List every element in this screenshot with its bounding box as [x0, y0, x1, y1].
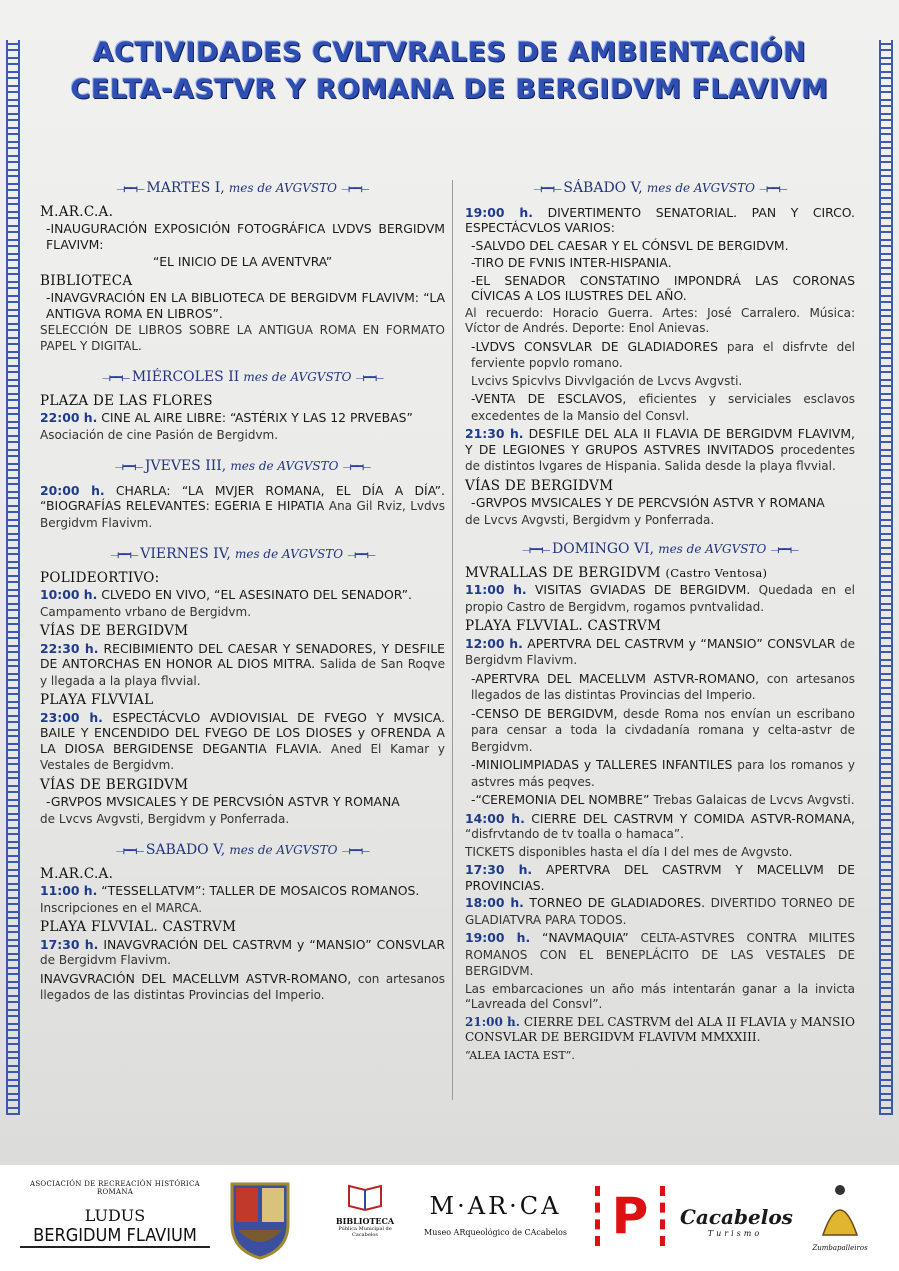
time: 12:00 h.: [465, 635, 523, 651]
place-title: M.AR.C.A.: [40, 865, 114, 882]
activity-note: Al recuerdo: Horacio Guerra. Artes: José Carralero. Música: Víctor de Andrés. Deporte: Enol Anievas.: [465, 305, 855, 335]
activity: [40, 883, 445, 899]
greek-key-border-right: [879, 40, 893, 1115]
ornament-icon: ⟞━━⟝: [114, 460, 145, 473]
ludus-logo-subname: BERGIDUM FLAVIUM: [20, 1225, 210, 1248]
activity-note: procedentes de distintos lvgares de Hispania. Salida desde la playa flvvial.: [465, 442, 855, 473]
poster-title-line-1: ACTIVIDADES CVLTVRALES DE AMBIENTACIÓN: [92, 37, 807, 68]
day-month: mes de AVGVSTO: [243, 370, 352, 384]
activity-title: APERTVRA DEL CASTRVM y “MANSIO” CONSVLAR: [527, 635, 836, 651]
right-column: [465, 175, 855, 1067]
activity: -SALVDO DEL CAESAR Y EL CÓNSVL DE BERGIDVM.: [471, 237, 789, 253]
activity: -EL SENADOR CONSTATINO IMPONDRÁ LAS CORONAS CÍVICAS A LOS ILUSTRES DEL AÑO.: [471, 272, 855, 303]
zumbapalleiros-logo: [805, 1180, 875, 1252]
activity-note: de Bergidvm Flavivm.: [465, 636, 855, 667]
section-sabado-right: [465, 205, 855, 529]
place-sub: (Castro Ventosa): [665, 565, 768, 580]
section-marca: [40, 205, 445, 355]
activity-title: CHARLA: “LA MVJER ROMANA, EL DÍA A DÍA”. “BIOGRAFÍAS RELEVANTES: EGERIA E HIPATIA: [40, 482, 445, 513]
ornament-icon: ⟞━━⟝: [759, 182, 787, 195]
place-title: VÍAS DE BERGIDVM: [465, 477, 614, 494]
activity-title: APERTVRA DEL CASTRVM Y MACELLVM DE PROVINCIAS.: [465, 862, 855, 893]
marca-logo-sub: Museo ARqueológico de CAcabelos: [424, 1228, 567, 1237]
activity: [40, 641, 445, 690]
activity: [465, 706, 855, 756]
day-month: mes de AVGVSTO: [228, 181, 337, 195]
time: 19:00 h.: [465, 204, 533, 220]
day-name: SABADO V,: [145, 842, 226, 858]
time: 10:00 h.: [40, 587, 98, 602]
activity-title: -APERTVRA DEL MACELLVM ASTVR-ROMANO,: [471, 670, 760, 686]
activity-title: DIVERTIMENTO SENATORIAL. PAN Y CIRCO. ESPECTÁCVLOS VARIOS:: [465, 204, 855, 235]
day-name: JVEVES III,: [144, 458, 227, 474]
cacabelos-logo-name: Cacabelos: [680, 1205, 793, 1229]
activity-note: de Lvcvs Avgvsti, Bergidvm y Ponferrada.: [465, 512, 715, 527]
day-month: mes de AVGVSTO: [234, 547, 344, 561]
greek-key-border-left: [6, 40, 20, 1115]
activity-note: “disfrvtando de tv toalla o hamaca”.: [465, 827, 684, 841]
day-header-sabado: [40, 843, 445, 859]
activity-note: para los romanos y astvres más peqves.: [471, 758, 855, 789]
time: 23:00 h.: [40, 709, 103, 725]
shield-icon: [228, 1180, 292, 1260]
place-name: MVRALLAS DE BERGIDVM: [465, 564, 661, 581]
activity-note: desde Roma nos envían un escribano para censar a toda la civdadanía romana y celta-astvr de Bergidvm.: [471, 706, 855, 754]
activity: -INAVGVRACIÓN EN LA BIBLIOTECA DE BERGIDVM FLAVIVM: “LA ANTIGVA ROMA EN LIBROS”.: [46, 290, 445, 321]
activity: [40, 483, 445, 532]
marca-logo: [418, 1180, 573, 1237]
time: 17:30 h.: [465, 862, 533, 877]
activity-note: con artesanos llegados de las distintas Provincias del Imperio.: [40, 971, 445, 1002]
activity-note: Salida de San Roqve y llegada a la playa flvvial.: [40, 657, 445, 688]
place-title: BIBLIOTECA: [40, 272, 133, 289]
cacabelos-logo-sub: Turismo: [707, 1229, 763, 1238]
marca-logo-name: M·AR·CA: [429, 1192, 562, 1220]
day-header-jueves: [40, 459, 445, 475]
activity: [40, 410, 445, 426]
section-miercoles: [40, 394, 445, 444]
activity: [465, 391, 855, 424]
activity: [465, 757, 855, 790]
section-sabado-left: [40, 867, 445, 1004]
activity-note: CELTA-ASTVRES CONTRA MILITES ROMANOS CON EL BENEPLÁCITO DE LAS VESTALES DE BERGIDVM.: [465, 931, 855, 978]
activity-title: TORNEO DE GLADIADORES.: [529, 895, 706, 910]
activity-note: de Lvcvs Avgvsti, Bergidvm y Ponferrada.: [40, 811, 290, 826]
ornament-icon: ⟞━━⟝: [522, 543, 553, 556]
activity: [465, 339, 855, 372]
activity: [465, 811, 855, 843]
day-month: mes de AVGVSTO: [658, 542, 767, 556]
activity: [465, 636, 855, 669]
biblioteca-logo-sub: Pública Municipal de Cacabelos: [338, 1226, 392, 1238]
time: 22:00 h.: [40, 410, 98, 425]
activity: [465, 426, 855, 475]
activity-note: Lvcivs Spicvlvs Divvlgación de Lvcvs Avgvsti.: [471, 373, 743, 388]
time: 14:00 h.: [465, 810, 525, 826]
time: 22:30 h.: [40, 640, 99, 656]
sponsor-footer: [0, 1165, 899, 1271]
ornament-icon: ⟞━━⟝: [115, 844, 146, 857]
ornament-icon: ⟞━━⟝: [347, 548, 375, 561]
activity-note: Aned El Kamar y Vestales de Bergidvm.: [40, 741, 445, 772]
activity-title: DESFILE DEL ALA II FLAVIA DE BERGIDVM FLAVIVM, Y DE LEGIONES Y GRUPOS ASTVRES INVITADOS: [465, 426, 855, 457]
left-column: [40, 175, 445, 1008]
zumbapalleiros-logo-name: Zumbapalleiros: [812, 1244, 868, 1252]
activity-note: Las embarcaciones un año más intentarán ganar a la invicta “Lavreada del Consvl”.: [465, 981, 855, 1011]
time: 20:00 h.: [40, 482, 105, 498]
activity-title: “NAVMAQUIA”: [542, 930, 629, 945]
activity-title: -CENSO DE BERGIDVM,: [471, 705, 618, 721]
time: 11:00 h.: [40, 883, 98, 898]
place-title: VÍAS DE BERGIDVM: [40, 776, 189, 793]
activity-note: Trebas Galaicas de Lvcvs Avgvsti.: [653, 793, 855, 807]
activity-title: RECIBIMIENTO DEL CAESAR Y SENADORES, Y DESFILE DE ANTORCHAS EN HONOR AL DIOS MITRA.: [40, 640, 445, 671]
time: 21:00 h.: [465, 1014, 520, 1029]
dancer-icon: [815, 1180, 865, 1240]
ornament-icon: ⟞━━⟝: [116, 182, 147, 195]
ornament-icon: ⟞━━⟝: [110, 548, 141, 561]
activity-note: para el disfrvte del ferviente popvlo romano.: [471, 339, 855, 370]
activity-title: CIERRE DEL CASTRVM del ALA II FLAVIA y MANSIO CONSVLAR DE BERGIDVM FLAVIVM MMXXIII.: [465, 1014, 855, 1044]
section-jueves: [40, 483, 445, 532]
ornament-icon: ⟞━━⟝: [101, 371, 132, 384]
ludus-logo-tagline: ASOCIACIÓN DE RECREACIÓN HISTÓRICA ROMANA: [29, 1180, 201, 1196]
day-month: mes de AVGVSTO: [229, 843, 338, 857]
town-shield-icon: [225, 1180, 295, 1264]
activity: -TIRO DE FVNIS INTER-HISPANIA.: [471, 255, 672, 270]
section-viernes: [40, 571, 445, 828]
book-icon: [347, 1180, 383, 1212]
activity-note: con artesanos llegados de las distintas Provincias del Imperio.: [471, 671, 855, 702]
day-month: mes de AVGVSTO: [646, 181, 755, 195]
activity-title: “TESSELLATVM”: TALLER DE MOSAICOS ROMANOS.: [101, 883, 420, 898]
time: 18:00 h.: [465, 895, 524, 910]
activity-note: DIVERTIDO TORNEO DE GLADIATVRA PARA TODOS.: [465, 896, 855, 927]
activity: [40, 937, 445, 969]
poster-title-line-2: CELTA-ASTVR Y ROMANA DE BERGIDVM FLAVIVM: [70, 74, 829, 105]
time: 21:30 h.: [465, 426, 524, 441]
biblioteca-logo: [330, 1180, 400, 1238]
day-header-domingo: [465, 542, 855, 558]
time: 11:00 h.: [465, 582, 527, 597]
ornament-icon: ⟞━━⟝: [342, 460, 371, 473]
activity: [465, 930, 855, 980]
day-name: SÁBADO V,: [563, 180, 643, 196]
place-title: POLIDEORTIVO:: [40, 569, 160, 586]
ornament-icon: ⟞━━⟝: [770, 543, 798, 556]
activity: -INAUGURACIÓN EXPOSICIÓN FOTOGRÁFICA LVDVS BERGIDVM FLAVIVM:: [46, 221, 445, 252]
activity-title: -“CEREMONIA DEL NOMBRE”: [471, 792, 650, 807]
activity: [465, 895, 855, 928]
place-title: [465, 566, 855, 582]
activity: [465, 792, 855, 809]
column-divider: [452, 180, 453, 1100]
activity-note: SELECCIÓN DE LIBROS SOBRE LA ANTIGUA ROMA EN FORMATO PAPEL Y DIGITAL.: [40, 323, 445, 353]
activity-note: Campamento vrbano de Bergidvm.: [40, 604, 252, 619]
activity-title: CINE AL AIRE LIBRE: “ASTÉRIX Y LAS 12 PRVEBAS”: [101, 410, 413, 425]
place-title: VÍAS DE BERGIDVM: [40, 623, 189, 639]
day-header-miercoles: [40, 370, 445, 386]
ornament-icon: ⟞━━⟝: [341, 844, 370, 857]
activity-note: Ana Gil Rviz, Lvdvs Bergidvm Flavivm.: [40, 499, 445, 530]
day-name: VIERNES IV,: [140, 546, 231, 562]
activity: [465, 671, 855, 704]
day-name: MIÉRCOLES II: [131, 369, 240, 385]
activity: [465, 582, 855, 615]
activity-title: CIERRE DEL CASTRVM Y COMIDA ASTVR-ROMANA,: [531, 810, 855, 826]
ludus-logo: [20, 1180, 210, 1248]
day-header-sabado-right: [465, 181, 855, 197]
activity-title: INAVGVRACIÓN DEL MACELLVM ASTVR-ROMANO,: [40, 970, 352, 986]
activity: -GRVPOS MVSICALES Y DE PERCVSIÓN ASTVR Y ROMANA: [471, 495, 825, 510]
place-title: PLAZA DE LAS FLORES: [40, 392, 213, 409]
activity-note: Asociación de cine Pasión de Bergidvm.: [40, 427, 279, 442]
day-header-martes: [40, 181, 445, 197]
activity-note: eficientes y serviciales esclavos excedentes de la Mansio del Consvl.: [471, 392, 855, 423]
activity-title: -LVDVS CONSVLAR DE GLADIADORES: [471, 338, 718, 354]
activity-note: Quedada en el propio Castro de Bergidvm, rogamos pvntvalidad.: [465, 583, 855, 614]
place-title: PLAYA FLVVIAL. CASTRVM: [40, 919, 237, 935]
activity-note: Inscripciones en el MARCA.: [40, 900, 203, 915]
activity-note: de Bergidvm Flavivm.: [40, 953, 171, 967]
activity-title: -MINIOLIMPIADAS y TALLERES INFANTILES: [471, 757, 733, 772]
closing-quote: “ALEA IACTA EST”.: [465, 1048, 575, 1062]
activity: -GRVPOS MVSICALES Y DE PERCVSIÓN ASTVR Y ROMANA: [46, 794, 400, 809]
activity: [40, 587, 445, 603]
activity-title: ESPECTÁCVLO AVDIOVISIAL DE FVEGO Y MVSICA. BAILE Y ENCENDIDO DEL FVEGO DE LOS DIOSES y OFRENDA A LA DIOSA BERGIDENSE DEGANTIA FLAVIA.: [40, 709, 445, 756]
ponferrada-logo: [595, 1180, 665, 1246]
activity-note: TICKETS disponibles hasta el día I del mes de Avgvsto.: [465, 844, 793, 859]
activity: “EL INICIO DE LA AVENTVRA”: [152, 254, 333, 269]
place-title: PLAYA FLVVIAL. CASTRVM: [465, 618, 662, 634]
ludus-logo-name: LUDUS: [84, 1206, 146, 1225]
activity-title: CLVEDO EN VIVO, “EL ASESINATO DEL SENADOR”.: [101, 587, 412, 602]
cacabelos-turismo-logo: [680, 1180, 793, 1238]
activity-title: -VENTA DE ESCLAVOS,: [471, 391, 627, 406]
time: 19:00 h.: [465, 930, 531, 945]
place-title: PLAYA FLVVIAL: [40, 692, 154, 708]
ornament-icon: ⟞━━⟝: [355, 371, 384, 384]
activity: [40, 710, 445, 774]
activity: [40, 971, 445, 1004]
activity: [465, 1015, 855, 1046]
day-name: MARTES I,: [146, 180, 225, 196]
ornament-icon: ⟞━━⟝: [341, 182, 369, 195]
activity-title: VISITAS GVIADAS DE BERGIDVM.: [534, 582, 751, 597]
activity-title: INAVGVRACIÓN DEL CASTRVM y “MANSIO” CONSVLAR: [103, 936, 445, 952]
day-header-viernes: [40, 547, 445, 563]
activity: [465, 205, 855, 236]
ponferrada-logo-letter: P: [595, 1186, 665, 1246]
place-title: M.AR.C.A.: [40, 203, 114, 220]
activity: [465, 862, 855, 893]
ornament-icon: ⟞━━⟝: [533, 182, 564, 195]
section-domingo: [465, 566, 855, 1064]
biblioteca-logo-name: BIBLIOTECA: [335, 1216, 395, 1226]
day-name: DOMINGO VI,: [552, 541, 655, 557]
time: 17:30 h.: [40, 936, 99, 952]
day-month: mes de AVGVSTO: [230, 459, 339, 473]
